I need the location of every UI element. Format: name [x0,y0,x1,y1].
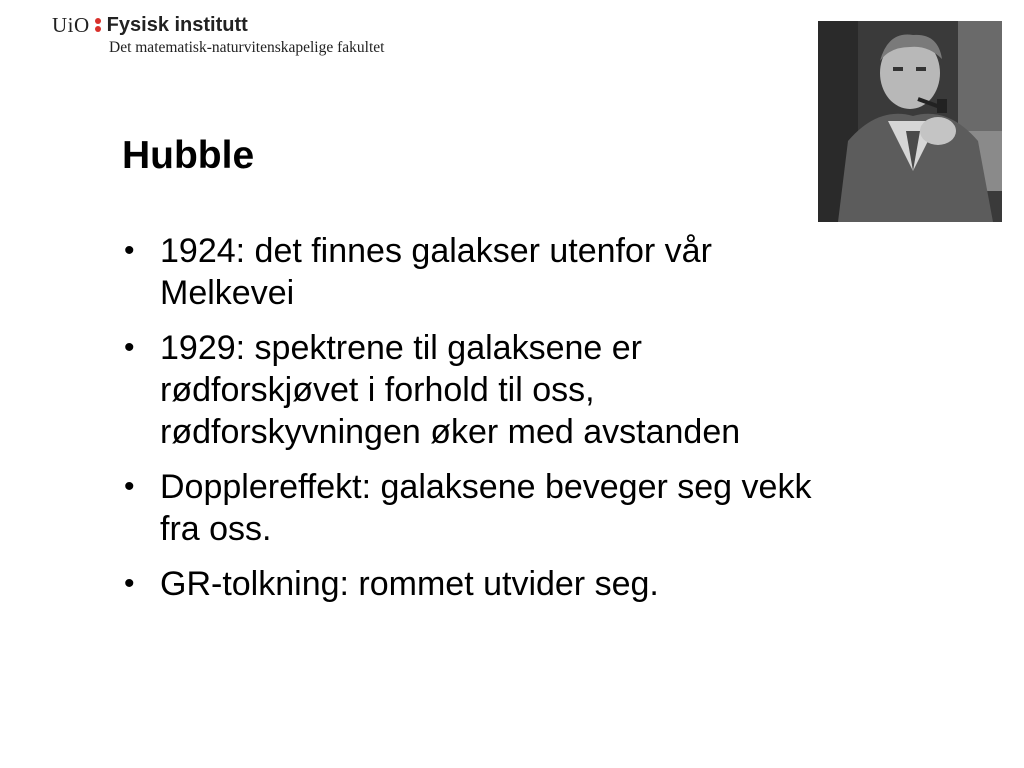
bullet-text: Dopplereffekt: galaksene beveger seg vekk fra oss. [160,468,812,548]
bullet-marker: • [124,470,135,503]
bullet-list [122,230,952,618]
portrait-photo [818,21,1002,222]
institution-logo [52,12,384,57]
list-item [122,466,952,550]
uio-wordmark: UiO [52,12,90,37]
bullet-text: 1924: det finnes galakser utenfor vår Melkevei [160,232,712,312]
bullet-marker: • [124,331,135,364]
list-item [122,563,952,605]
faculty-name: Det matematisk-naturvitenskapelige fakultet [109,39,385,56]
slide-title: Hubble [122,134,255,177]
bullet-text: GR-tolkning: rommet utvider seg. [160,565,659,603]
bullet-marker: • [124,234,135,267]
portrait-illustration [818,21,1002,222]
bullet-marker: • [124,567,135,600]
institute-name: Fysisk institutt [106,13,248,36]
bullet-text: 1929: spektrene til galaksene er rødforskjøvet i forhold til oss, rødforskyvningen øker med avstanden [160,329,741,451]
logo-row [52,12,384,38]
logo-dots-icon [94,15,102,35]
list-item [122,230,952,314]
list-item [122,327,952,453]
